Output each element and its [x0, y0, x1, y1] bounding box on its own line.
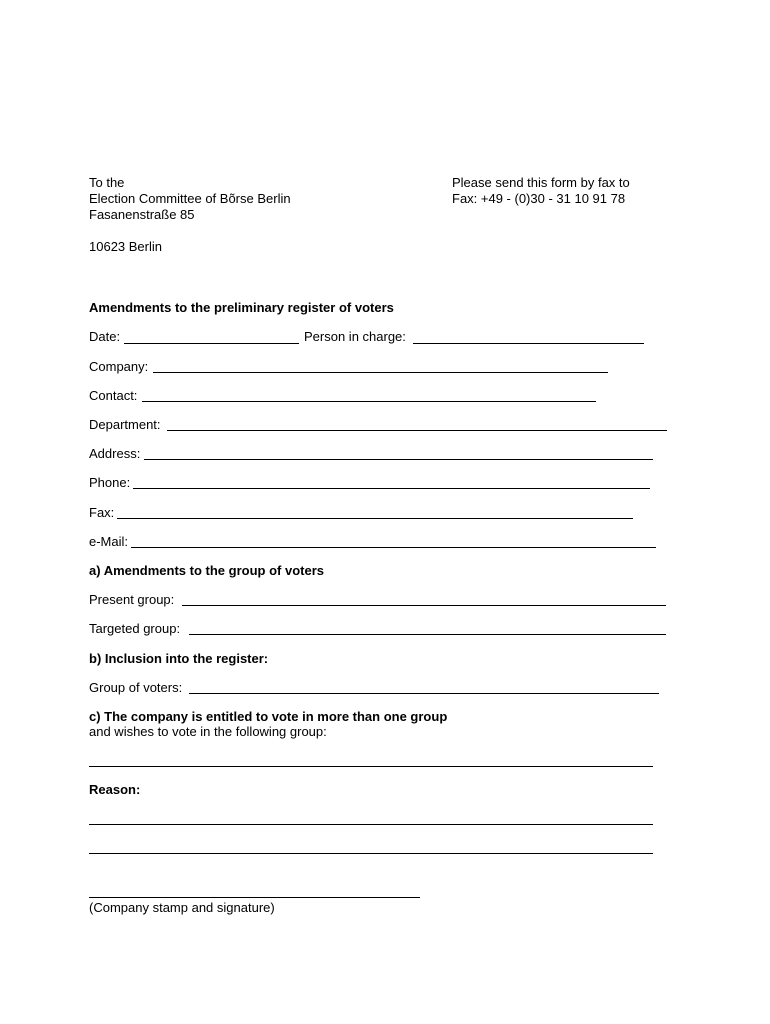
- present-group-field-line[interactable]: [182, 605, 666, 606]
- department-label: Department:: [89, 417, 161, 432]
- contact-field-line[interactable]: [142, 401, 596, 402]
- preferred-group-field-line[interactable]: [89, 766, 653, 767]
- present-group-label: Present group:: [89, 592, 175, 607]
- reason-field-line-1[interactable]: [89, 824, 653, 825]
- date-label: Date:: [89, 329, 121, 344]
- section-c-text: and wishes to vote in the following group:: [89, 724, 327, 739]
- signature-caption: (Company stamp and signature): [89, 900, 275, 915]
- date-field-line[interactable]: [124, 343, 299, 344]
- company-label: Company:: [89, 359, 149, 374]
- section-b-heading: b) Inclusion into the register:: [89, 651, 269, 666]
- group-of-voters-field-line[interactable]: [189, 693, 659, 694]
- targeted-group-label: Targeted group:: [89, 621, 181, 636]
- address-label: Address:: [89, 446, 141, 461]
- address-field-line[interactable]: [144, 459, 653, 460]
- form-title: Amendments to the preliminary register of voters: [89, 300, 394, 315]
- phone-field-line[interactable]: [133, 488, 650, 489]
- department-field-line[interactable]: [167, 430, 667, 431]
- phone-label: Phone:: [89, 475, 131, 490]
- recipient-line-3: Fasanenstraße 85: [89, 207, 195, 222]
- signature-field-line[interactable]: [89, 897, 420, 898]
- fax-label: Fax:: [89, 505, 115, 520]
- recipient-line-1: To the: [89, 175, 125, 190]
- fax-note-line-1: Please send this form by fax to: [452, 175, 630, 190]
- person-in-charge-field-line[interactable]: [413, 343, 644, 344]
- recipient-line-2: Election Committee of Bõrse Berlin: [89, 191, 291, 206]
- fax-note-number: Fax: +49 - (0)30 - 31 10 91 78: [452, 191, 626, 206]
- recipient-city: 10623 Berlin: [89, 239, 162, 254]
- fax-field-line[interactable]: [117, 518, 633, 519]
- reason-field-line-2[interactable]: [89, 853, 653, 854]
- company-field-line[interactable]: [153, 372, 608, 373]
- person-in-charge-label: Person in charge:: [304, 329, 406, 344]
- email-label: e-Mail:: [89, 534, 129, 549]
- contact-label: Contact:: [89, 388, 138, 403]
- section-c-heading: c) The company is entitled to vote in more than one group: [89, 709, 448, 724]
- email-field-line[interactable]: [131, 547, 656, 548]
- section-a-heading: a) Amendments to the group of voters: [89, 563, 324, 578]
- targeted-group-field-line[interactable]: [189, 634, 666, 635]
- reason-heading: Reason:: [89, 782, 141, 797]
- group-of-voters-label: Group of voters:: [89, 680, 183, 695]
